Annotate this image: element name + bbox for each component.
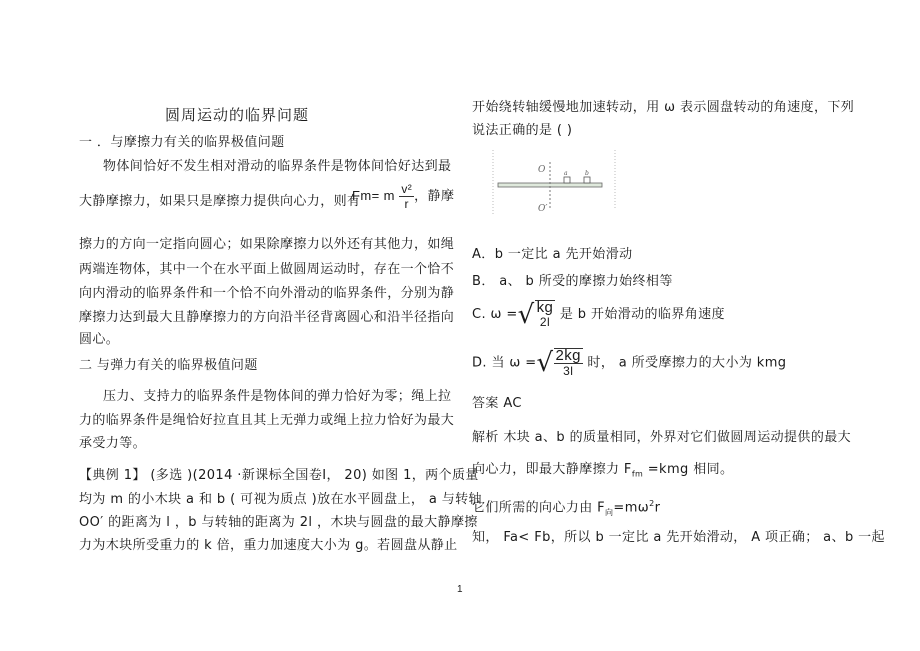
sqrt-expression: √ $\frac{2kg}{3l}$ [536, 347, 581, 378]
subscript: 向 [605, 507, 614, 517]
option-d-text: 时， a 所受摩擦力的大小为 kmg [582, 355, 787, 371]
numerator: 2kg [555, 347, 581, 364]
paragraph-line: 两端连物体，其中一个在水平面上做圆周运动时，存在一个恰不 [79, 262, 455, 277]
subscript: fm [631, 469, 644, 479]
option-a: A．b 一定比 a 先开始滑动 [472, 247, 633, 262]
formula-fm [352, 182, 454, 211]
example-line: OO′ 的距离为 l ，b 与转轴的距离为 2l ，木块与圆盘的最大静摩擦 [79, 515, 478, 530]
paragraph-line: 圆心。 [79, 332, 120, 347]
paragraph-line: 力的临界条件是绳恰好拉直且其上无弹力或绳上拉力恰好为最大 [79, 413, 455, 428]
analysis-text: 它们所需的向心力由 F [472, 500, 606, 516]
denominator: r [404, 197, 409, 211]
example-line: 开始绕转轴缓慢地加速转动，用 ω 表示圆盘转动的角速度，下列 [472, 100, 855, 115]
analysis-line: 知， Fa< Fb，所以 b 一定比 a 先开始滑动， A 项正确； a、b 一起 [472, 530, 885, 545]
option-c-prefix: C. ω = [472, 307, 518, 322]
formula-lhs: Fm= m [352, 188, 395, 203]
option-c-text: 是 b 开始滑动的临界角速度 [555, 307, 725, 322]
example-line: 均为 m 的小木块 a 和 b ( 可视为质点 )放在水平圆盘上， a 与转轴 [79, 492, 482, 507]
option-d-prefix: D. 当 ω = [472, 355, 537, 371]
analysis-line [472, 496, 660, 521]
superscript: 2 [649, 499, 655, 508]
option-b: B． a、 b 所受的摩擦力始终相等 [472, 274, 673, 289]
denominator: 2l [539, 315, 551, 329]
numerator: v² [401, 182, 413, 196]
numerator: kg [536, 299, 554, 316]
paragraph-line: 向内滑动的临界条件和一个恰不向外滑动的临界条件，分别为静 [79, 286, 455, 301]
block-b [584, 177, 590, 183]
label-a: a [564, 170, 568, 177]
page-number: 1 [457, 584, 463, 595]
paragraph-line: 物体间恰好不发生相对滑动的临界条件是物体间恰好达到最 [103, 159, 452, 174]
paragraph-line: 大静摩擦力，如果只是摩擦力提供向心力，则有 [79, 194, 361, 209]
label-o-prime: O′ [538, 204, 548, 214]
answer: 答案 AC [472, 396, 522, 411]
analysis-text: =mω [613, 500, 650, 516]
page-title: 圆周运动的临界问题 [165, 106, 310, 124]
denominator: 3l [563, 364, 574, 378]
rotating-disk-figure [492, 150, 616, 216]
analysis-text: 向心力，即最大静摩擦力 F [472, 462, 632, 477]
paragraph-line: 压力、支持力的临界条件是物体间的弹力恰好为零；绳上拉 [103, 389, 452, 404]
label-b: b [585, 170, 589, 177]
paragraph-tail: ，静摩 [414, 189, 455, 204]
example-line: 力为木块所受重力的 k 倍，重力加速度大小为 g。若圆盘从静止 [79, 538, 458, 553]
example-line: 【典例 1】 (多选 )(2014 ·新课标全国卷Ⅰ， 20) 如图 1，两个质量 [79, 468, 479, 483]
analysis-line [472, 462, 733, 483]
example-line: 说法正确的是 ( ) [472, 123, 573, 138]
section-heading-1: 一 ．与摩擦力有关的临界极值问题 [79, 135, 285, 150]
label-o: O [538, 165, 546, 175]
analysis-text: r [654, 500, 661, 516]
analysis-text: =kmg 相同。 [643, 462, 734, 477]
sqrt-expression: √ kg 2l [517, 299, 554, 330]
block-a [564, 177, 570, 183]
option-d [472, 348, 786, 378]
formula-fraction [399, 182, 414, 211]
analysis-line: 解析 木块 a、b 的质量相同，外界对它们做圆周运动提供的最大 [472, 430, 852, 445]
paragraph-line: 承受力等。 [79, 436, 147, 451]
option-c [472, 300, 725, 329]
section-heading-2: 二 与弹力有关的临界极值问题 [79, 358, 258, 373]
paragraph-line: 摩擦力达到最大且静摩擦力的方向沿半径背离圆心和沿半径指向 [79, 310, 455, 325]
paragraph-line: 擦力的方向一定指向圆心；如果除摩擦力以外还有其他力，如绳 [79, 237, 455, 252]
